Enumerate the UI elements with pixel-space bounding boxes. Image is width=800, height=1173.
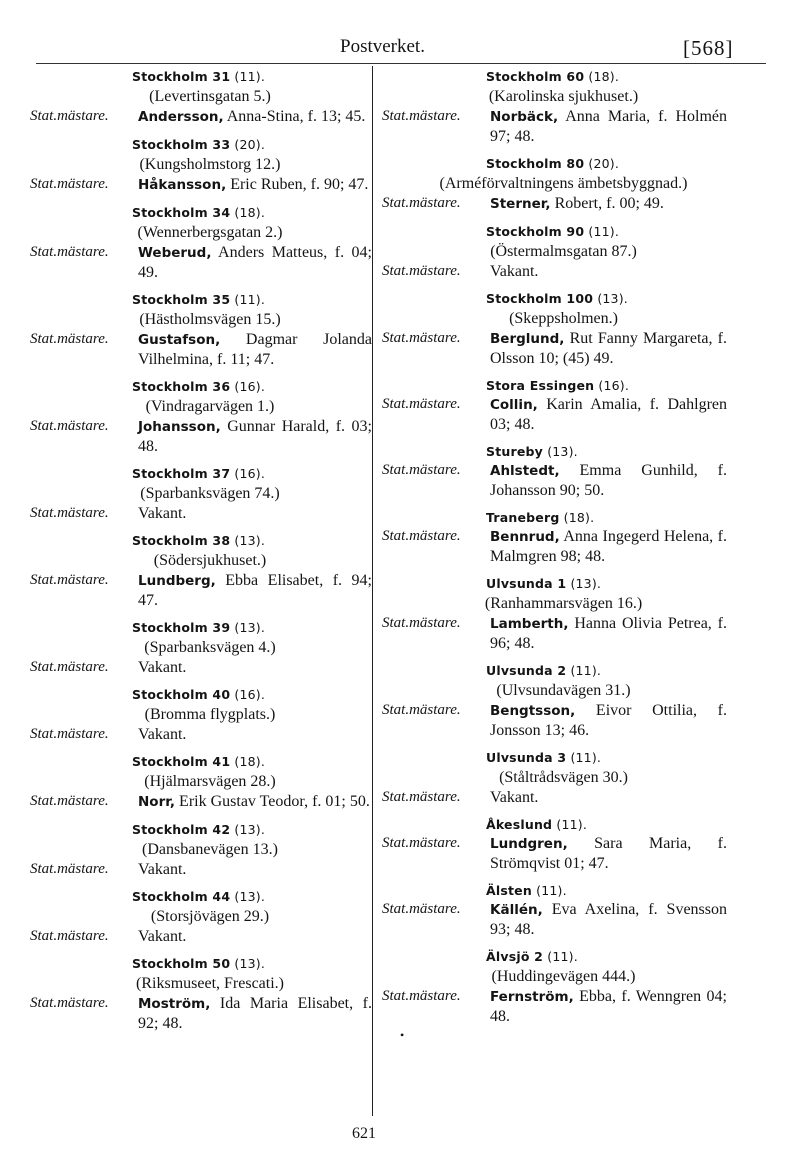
person-surname: Berglund, — [490, 331, 565, 347]
station-address: (Wennerbergsgatan 2.) — [137, 224, 283, 241]
role-label: Stat.mästare. — [30, 726, 109, 742]
person-line — [382, 329, 727, 368]
person-details — [138, 107, 372, 127]
role-label: Stat.mästare. — [30, 331, 109, 347]
directory-entry — [30, 888, 372, 946]
page-number: [568] — [683, 36, 734, 60]
station-heading — [382, 948, 727, 966]
person-surname: Lundberg, — [138, 573, 216, 589]
directory-entry — [382, 155, 727, 214]
directory-entry — [30, 686, 372, 744]
station-class: (11). — [543, 949, 578, 964]
station-address: (Storsjövägen 29.) — [150, 908, 270, 925]
person-line — [30, 417, 372, 456]
role-label: Stat.mästare. — [30, 572, 109, 588]
role-label: Stat.mästare. — [382, 988, 461, 1004]
directory-entry — [30, 465, 372, 523]
station-class: (18). — [584, 69, 620, 84]
stray-dot: • — [400, 1028, 405, 1042]
station-name: Ulvsunda 3 — [486, 750, 567, 765]
station-class: (11). — [531, 883, 567, 898]
station-address: (Sparbanksvägen 4.) — [144, 639, 276, 656]
station-address: (Hjälmarsvägen 28.) — [144, 773, 276, 790]
directory-entry — [382, 223, 727, 281]
person-line — [30, 860, 372, 879]
person-details — [490, 461, 727, 500]
station-name: Älvsjö 2 — [486, 949, 544, 964]
station-name: Älsten — [486, 883, 532, 898]
person-info: Robert, f. 00; 49. — [550, 195, 664, 212]
directory-entry — [382, 816, 727, 873]
person-info: Hanna Olivia Petrea, f. 96; 48. — [490, 615, 727, 652]
station-name: Stockholm 39 — [132, 620, 231, 635]
station-heading — [30, 753, 372, 771]
role-label: Stat.mästare. — [382, 789, 461, 805]
person-info: Vakant. — [490, 263, 539, 280]
person-details — [490, 527, 727, 566]
role-label: Stat.mästare. — [382, 108, 461, 124]
person-line — [30, 330, 372, 369]
station-class: (11). — [230, 292, 266, 307]
folio: 621 — [352, 1125, 376, 1142]
person-line — [30, 927, 372, 946]
person-info: Gunnar Harald, f. 03; 48. — [138, 418, 372, 455]
person-line — [382, 527, 727, 566]
person-surname: Lamberth, — [490, 616, 569, 632]
person-line — [30, 658, 372, 677]
person-line — [30, 725, 372, 744]
station-heading — [30, 888, 372, 906]
station-class: (13). — [593, 291, 628, 306]
person-surname: Moström, — [138, 996, 211, 1012]
person-info: Ida Maria Elisabet, f. 92; 48. — [138, 995, 372, 1032]
station-heading — [30, 378, 372, 396]
role-label: Stat.mästare. — [30, 505, 109, 521]
directory-entry — [30, 291, 372, 369]
person-surname: Norr, — [138, 794, 176, 810]
person-info: Dagmar Jolanda Vilhelmina, f. 11; 47. — [138, 331, 372, 368]
person-details — [138, 792, 372, 812]
role-label: Stat.mästare. — [30, 928, 109, 944]
station-heading — [382, 223, 727, 241]
person-surname: Collin, — [490, 397, 538, 413]
right-column — [382, 68, 727, 1035]
station-name: Stockholm 36 — [132, 379, 231, 394]
role-label: Stat.mästare. — [30, 418, 109, 434]
person-line — [382, 834, 727, 873]
station-class: (13). — [230, 822, 266, 837]
station-heading — [30, 291, 372, 309]
directory-entry — [30, 532, 372, 610]
station-class: (20). — [230, 137, 266, 152]
station-name: Ulvsunda 1 — [486, 576, 567, 591]
station-name: Stockholm 90 — [486, 224, 585, 239]
role-label: Stat.mästare. — [30, 995, 109, 1011]
station-address: (Ulvsundavägen 31.) — [496, 682, 631, 699]
person-line — [382, 395, 727, 434]
role-label: Stat.mästare. — [30, 861, 109, 877]
directory-entry — [30, 378, 372, 456]
station-address: (Hästholmsvägen 15.) — [139, 311, 281, 328]
person-line — [30, 107, 372, 127]
person-info: Vakant. — [490, 789, 539, 806]
station-address: (Kungsholmstorg 12.) — [139, 156, 281, 173]
station-address: (Sparbanksvägen 74.) — [140, 485, 280, 502]
person-surname: Bennrud, — [490, 529, 560, 545]
station-name: Stockholm 35 — [132, 292, 231, 307]
person-details — [490, 987, 727, 1026]
role-label: Stat.mästare. — [382, 462, 461, 478]
person-details — [490, 900, 727, 939]
role-label: Stat.mästare. — [30, 793, 109, 809]
person-surname: Johansson, — [138, 419, 221, 435]
station-heading — [382, 377, 727, 395]
person-details — [138, 417, 372, 456]
station-heading — [30, 136, 372, 154]
person-details — [138, 571, 372, 610]
station-address: (Bromma flygplats.) — [144, 706, 276, 723]
station-address: (Östermalmsgatan 87.) — [490, 243, 637, 260]
role-label: Stat.mästare. — [382, 195, 461, 211]
person-surname: Gustafson, — [138, 332, 221, 348]
station-name: Traneberg — [486, 510, 560, 525]
person-details — [138, 725, 372, 744]
directory-entry — [382, 662, 727, 740]
person-details — [138, 175, 372, 195]
person-details — [490, 701, 727, 740]
person-details — [490, 395, 727, 434]
station-heading — [30, 821, 372, 839]
station-class: (11). — [566, 750, 602, 765]
directory-entry — [30, 955, 372, 1033]
station-address: (Södersjukhuset.) — [153, 552, 267, 569]
directory-entry — [30, 136, 372, 195]
station-address: (Dansbanevägen 13.) — [142, 841, 278, 858]
role-label: Stat.mästare. — [382, 702, 461, 718]
left-column — [30, 68, 372, 1042]
column-divider — [372, 66, 373, 1116]
person-info: Vakant. — [138, 726, 187, 743]
person-info: Anna Maria, f. Holmén 97; 48. — [490, 108, 727, 145]
station-address: (Riksmuseet, Frescati.) — [136, 975, 284, 992]
station-address: (Arméförvaltningens ämbetsbyggnad.) — [439, 175, 688, 192]
station-heading — [382, 68, 727, 86]
station-name: Stockholm 60 — [486, 69, 585, 84]
person-details — [490, 614, 727, 653]
role-label: Stat.mästare. — [382, 263, 461, 279]
header-rule — [36, 63, 766, 64]
person-details — [138, 243, 372, 282]
person-details — [490, 262, 727, 281]
person-surname: Fernström, — [490, 989, 574, 1005]
station-heading — [382, 155, 727, 173]
person-info: Ebba, f. Wenngren 04; 48. — [490, 988, 727, 1025]
station-name: Stockholm 80 — [486, 156, 585, 171]
role-label: Stat.mästare. — [30, 108, 109, 124]
station-name: Stockholm 33 — [132, 137, 231, 152]
station-name: Åkeslund — [486, 817, 553, 832]
station-heading — [30, 465, 372, 483]
station-name: Stockholm 41 — [132, 754, 231, 769]
station-class: (13). — [566, 576, 602, 591]
directory-entry — [382, 509, 727, 566]
person-info: Erik Gustav Teodor, f. 01; 50. — [175, 793, 370, 810]
person-info: Anna Ingegerd Helena, f. Malmgren 98; 48. — [490, 528, 727, 565]
directory-entry — [382, 443, 727, 500]
person-info: Karin Amalia, f. Dahlgren 03; 48. — [490, 396, 727, 433]
station-name: Stockholm 37 — [132, 466, 231, 481]
station-heading — [30, 532, 372, 550]
station-name: Stockholm 38 — [132, 533, 231, 548]
person-details — [138, 658, 372, 677]
station-name: Stockholm 42 — [132, 822, 231, 837]
station-heading — [30, 619, 372, 637]
person-info: Vakant. — [138, 505, 187, 522]
station-name: Stockholm 34 — [132, 205, 231, 220]
station-class: (16). — [230, 687, 266, 702]
person-line — [30, 504, 372, 523]
person-info: Emma Gunhild, f. Johansson 90; 50. — [490, 462, 727, 499]
person-line — [382, 107, 727, 146]
person-info: Eivor Ottilia, f. Jonsson 13; 46. — [490, 702, 727, 739]
station-class: (18). — [230, 754, 266, 769]
person-info: Ebba Elisabet, f. 94; 47. — [138, 572, 372, 609]
person-surname: Andersson, — [138, 109, 224, 125]
person-line — [382, 987, 727, 1026]
person-line — [382, 194, 727, 214]
station-heading — [30, 955, 372, 973]
station-class: (11). — [230, 69, 266, 84]
person-info: Vakant. — [138, 928, 187, 945]
station-heading — [30, 204, 372, 222]
station-class: (13). — [543, 444, 578, 459]
station-address: (Ståltrådsvägen 30.) — [499, 769, 628, 786]
person-info: Anders Matteus, f. 04; 49. — [138, 244, 372, 281]
directory-entry — [382, 575, 727, 653]
person-surname: Sterner, — [490, 196, 551, 212]
person-line — [382, 461, 727, 500]
station-name: Stora Essingen — [486, 378, 595, 393]
role-label: Stat.mästare. — [30, 176, 109, 192]
person-info: Vakant. — [138, 659, 187, 676]
person-surname: Ahlstedt, — [490, 463, 560, 479]
role-label: Stat.mästare. — [382, 528, 461, 544]
person-details — [138, 330, 372, 369]
station-heading — [30, 686, 372, 704]
station-heading — [382, 575, 727, 593]
person-line — [382, 614, 727, 653]
station-heading — [382, 443, 727, 461]
station-address: (Vindragarvägen 1.) — [145, 398, 275, 415]
person-details — [490, 788, 727, 807]
station-heading — [382, 509, 727, 527]
station-class: (20). — [584, 156, 620, 171]
station-class: (13). — [230, 533, 266, 548]
station-address: (Huddingevägen 444.) — [491, 968, 636, 985]
person-line — [382, 701, 727, 740]
station-address: (Ranhammarsvägen 16.) — [484, 595, 643, 612]
person-details — [138, 994, 372, 1033]
person-line — [30, 994, 372, 1033]
directory-entry — [30, 204, 372, 282]
person-surname: Norbäck, — [490, 109, 559, 125]
station-class: (11). — [552, 817, 588, 832]
station-name: Ulvsunda 2 — [486, 663, 567, 678]
person-line — [382, 900, 727, 939]
station-class: (13). — [230, 889, 266, 904]
person-surname: Weberud, — [138, 245, 212, 261]
directory-entry — [30, 821, 372, 879]
person-info: Anna-Stina, f. 13; 45. — [223, 108, 366, 125]
station-heading — [382, 662, 727, 680]
person-info: Sara Maria, f. Strömqvist 01; 47. — [490, 835, 727, 872]
person-line — [382, 262, 727, 281]
directory-entry — [382, 68, 727, 146]
station-class: (18). — [559, 510, 595, 525]
station-class: (13). — [230, 620, 266, 635]
directory-entry — [382, 948, 727, 1026]
running-head: Postverket. — [340, 36, 425, 57]
role-label: Stat.mästare. — [382, 615, 461, 631]
station-class: (16). — [230, 466, 266, 481]
role-label: Stat.mästare. — [382, 330, 461, 346]
station-class: (11). — [566, 663, 602, 678]
station-heading — [382, 882, 727, 900]
person-line — [382, 788, 727, 807]
station-class: (16). — [230, 379, 266, 394]
person-info: Rut Fanny Margareta, f. Olsson 10; (45) 49. — [490, 330, 727, 367]
person-info: Vakant. — [138, 861, 187, 878]
directory-entry — [382, 377, 727, 434]
person-details — [490, 107, 727, 146]
person-details — [138, 927, 372, 946]
role-label: Stat.mästare. — [30, 659, 109, 675]
person-surname: Lundgren, — [490, 836, 568, 852]
role-label: Stat.mästare. — [382, 835, 461, 851]
directory-entry — [30, 753, 372, 812]
station-heading — [382, 816, 727, 834]
person-details — [490, 194, 727, 214]
person-surname: Bengtsson, — [490, 703, 576, 719]
station-name: Stockholm 44 — [132, 889, 231, 904]
person-details — [138, 504, 372, 523]
station-class: (18). — [230, 205, 266, 220]
station-heading — [30, 68, 372, 86]
station-address: (Skeppsholmen.) — [509, 310, 618, 327]
directory-entry — [382, 749, 727, 807]
person-surname: Håkansson, — [138, 177, 227, 193]
station-name: Stockholm 50 — [132, 956, 231, 971]
person-info: Eva Axelina, f. Svensson 93; 48. — [490, 901, 727, 938]
station-name: Stockholm 40 — [132, 687, 231, 702]
directory-entry — [30, 619, 372, 677]
person-info: Eric Ruben, f. 90; 47. — [226, 176, 369, 193]
person-line — [30, 792, 372, 812]
directory-entry — [30, 68, 372, 127]
person-line — [30, 243, 372, 282]
person-details — [490, 329, 727, 368]
station-heading — [382, 290, 727, 308]
station-class: (11). — [584, 224, 620, 239]
station-heading — [382, 749, 727, 767]
person-line — [30, 175, 372, 195]
station-class: (13). — [230, 956, 266, 971]
person-line — [30, 571, 372, 610]
station-class: (16). — [594, 378, 630, 393]
role-label: Stat.mästare. — [382, 901, 461, 917]
person-surname: Källén, — [490, 902, 543, 918]
station-address: (Levertinsgatan 5.) — [149, 88, 271, 105]
station-name: Stockholm 100 — [486, 291, 594, 306]
role-label: Stat.mästare. — [382, 396, 461, 412]
person-details — [490, 834, 727, 873]
station-address: (Karolinska sjukhuset.) — [488, 88, 639, 105]
station-name: Stureby — [486, 444, 544, 459]
station-name: Stockholm 31 — [132, 69, 231, 84]
person-details — [138, 860, 372, 879]
directory-entry — [382, 882, 727, 939]
role-label: Stat.mästare. — [30, 244, 109, 260]
directory-entry — [382, 290, 727, 368]
